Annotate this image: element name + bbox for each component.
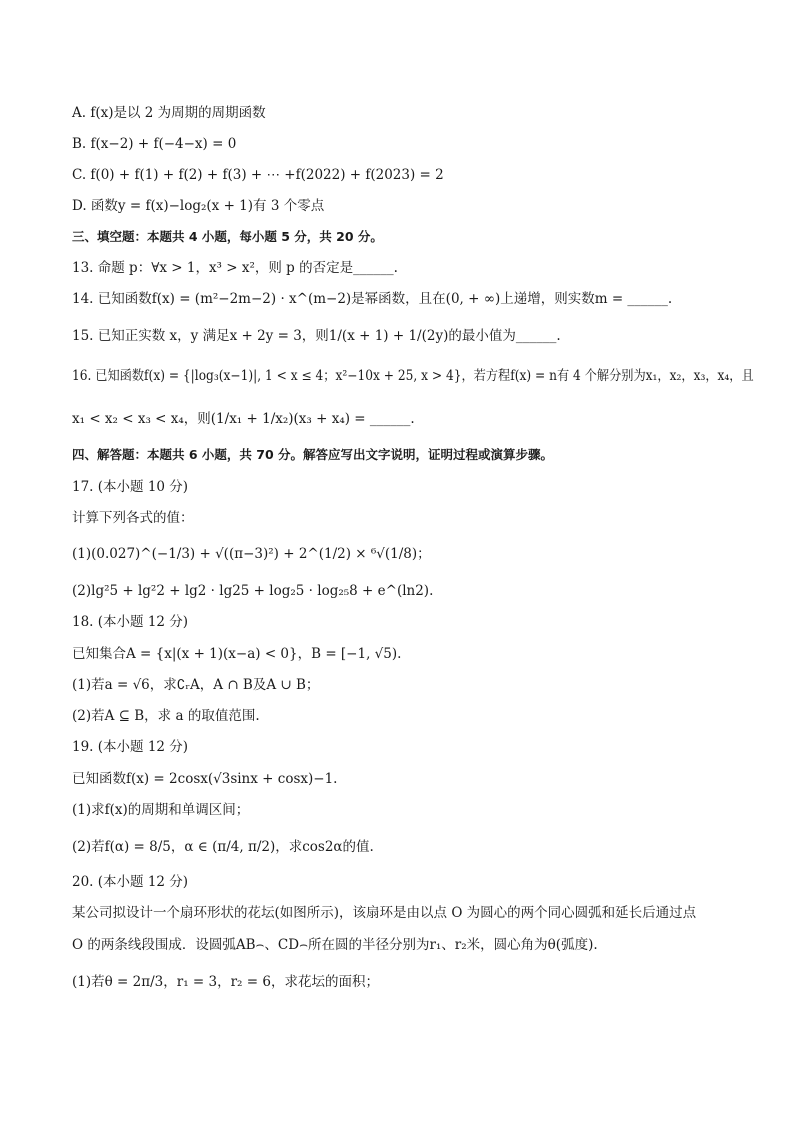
question-19-prompt: 已知函数f(x) = 2cosx(√3sinx + cosx)−1. — [72, 771, 338, 787]
question-20-part-1: (1)若θ = 2π/3，r₁ = 3，r₂ = 6，求花坛的面积； — [72, 974, 379, 990]
question-19-heading: 19. (本小题 12 分) — [72, 739, 189, 755]
question-17-prompt: 计算下列各式的值： — [72, 510, 194, 526]
option-d: D. 函数y = f(x)−log₂(x + 1)有 3 个零点 — [72, 198, 325, 214]
question-18-prompt: 已知集合A = {x|(x + 1)(x−a) < 0}，B = [−1, √5). — [72, 646, 402, 662]
question-20-prompt-cont: O 的两条线段围成．设圆弧AB⌢、CD⌢所在圆的半径分别为r₁、r₂米，圆心角为θ(弧度). — [72, 937, 598, 953]
question-19-part-1: (1)求f(x)的周期和单调区间； — [72, 802, 250, 818]
question-17-part-2: (2)lg²5 + lg²2 + lg2 · lg25 + log₂5 · log₂₅8 + e^(ln2). — [72, 583, 434, 599]
question-18-heading: 18. (本小题 12 分) — [72, 614, 189, 630]
question-17-part-1: (1)(0.027)^(−1/3) + √((π−3)²) + 2^(1/2) × ⁶√(1/8)； — [72, 546, 431, 562]
section-heading-answer: 四、解答题：本题共 6 小题，共 70 分。解答应写出文字说明，证明过程或演算步骤。 — [72, 447, 554, 462]
option-a: A. f(x)是以 2 为周期的周期函数 — [72, 105, 266, 121]
question-19-part-2: (2)若f(α) = 8/5，α ∈ (π/4, π/2)，求cos2α的值. — [72, 839, 374, 855]
question-20-heading: 20. (本小题 12 分) — [72, 874, 189, 890]
question-15: 15. 已知正实数 x，y 满足x + 2y = 3，则1/(x + 1) + 1/(2y)的最小值为______. — [72, 328, 561, 344]
section-heading-fill-in: 三、填空题：本题共 4 小题，每小题 5 分，共 20 分。 — [72, 229, 383, 244]
question-20-prompt: 某公司拟设计一个扇环形状的花坛(如图所示)，该扇环是由以点 O 为圆心的两个同心圆弧和延长后通过点 — [72, 905, 697, 921]
question-13: 13. 命题 p：∀x > 1，x³ > x²，则 p 的否定是______. — [72, 260, 398, 276]
question-16-cont: x₁ < x₂ < x₃ < x₄，则(1/x₁ + 1/x₂)(x₃ + x₄) = ______. — [72, 411, 415, 427]
question-18-part-1: (1)若a = √6，求∁ᵣA，A ∩ B及A ∪ B； — [72, 677, 320, 693]
question-18-part-2: (2)若A ⊆ B，求 a 的取值范围. — [72, 708, 260, 724]
question-14: 14. 已知函数f(x) = (m²−2m−2) · x^(m−2)是幂函数，且在(0, + ∞)上递增，则实数m = ______. — [72, 291, 673, 307]
option-c: C. f(0) + f(1) + f(2) + f(3) + ⋯ +f(2022) + f(2023) = 2 — [72, 167, 444, 183]
question-16: 16. 已知函数f(x) = {|log₃(x−1)|, 1 < x ≤ 4；x²−10x + 25, x > 4}，若方程f(x) = n有 4 个解分别为x₁，x₂，x₃，x₄，且 — [72, 368, 754, 384]
option-b: B. f(x−2) + f(−4−x) = 0 — [72, 136, 237, 152]
question-17-heading: 17. (本小题 10 分) — [72, 479, 189, 495]
